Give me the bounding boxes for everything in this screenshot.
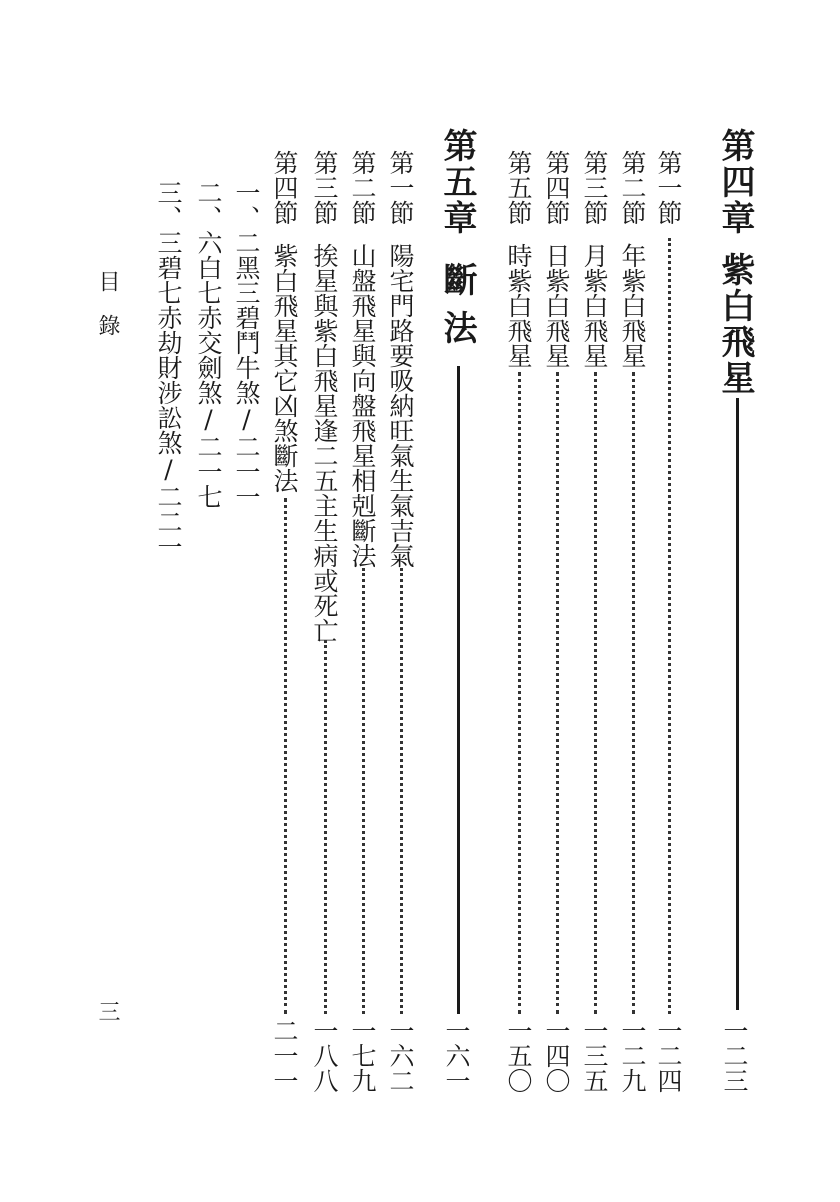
ch5-sec2-page: 一七九 [348,1018,377,1093]
ch5-sec3-label: 第三節 [310,150,339,225]
ch5-subitem-1: 一、二黑三碧鬥牛煞/二一一 [232,180,261,509]
chapter5-label: 第五章 [437,128,477,236]
chapter4-title: 紫白飛星 [715,252,755,396]
ch4-sec3-label: 第三節 [580,150,609,225]
ch5-sec1-leader [400,568,403,1014]
ch4-sec3-title: 月紫白飛星 [580,243,609,368]
ch5-sec3-leader [324,640,327,1014]
ch5-sec4-page: 二一一 [270,1018,299,1093]
ch5-sec4-label: 第四節 [270,150,299,225]
ch5-sec3-title: 挨星與紫白飛星逢二五主生病或死亡 [310,243,339,643]
chapter5-page: 一六一 [442,1018,471,1093]
page-number: 三 [95,1000,120,1022]
ch5-subitem-2: 二、六白七赤交劍煞/二一七 [194,180,223,509]
ch5-sec2-label: 第二節 [348,150,377,225]
ch5-sec1-title: 陽宅門路要吸納旺氣生氣吉氣 [386,243,415,568]
ch4-sec2-page: 一二九 [618,1018,647,1093]
running-title: 目錄 [95,270,120,358]
chapter5-leader-rule [457,366,460,1014]
ch4-sec4-title: 日紫白飛星 [542,243,571,368]
ch5-sec4-leader [284,498,287,1014]
ch4-sec2-title: 年紫白飛星 [618,243,647,368]
ch5-sec4-title: 紫白飛星其它凶煞斷法 [270,243,299,493]
ch4-sec5-title: 時紫白飛星 [504,243,533,368]
ch4-sec2-leader [632,372,635,1014]
ch4-sec5-label: 第五節 [504,150,533,225]
ch5-sec1-label: 第一節 [386,150,415,225]
ch4-sec4-leader [556,372,559,1014]
ch5-sec3-page: 一八八 [310,1018,339,1093]
chapter4-leader-rule [736,398,739,1010]
ch4-sec1-page: 一二四 [654,1018,683,1093]
chapter4-label: 第四章 [715,128,755,236]
ch4-sec3-leader [594,372,597,1014]
ch4-sec5-leader [518,372,521,1014]
ch4-sec4-label: 第四節 [542,150,571,225]
ch5-sec2-title: 山盤飛星與向盤飛星相剋斷法 [348,243,377,568]
ch4-sec1-label: 第一節 [654,150,683,225]
ch4-sec3-page: 一三五 [580,1018,609,1093]
ch4-sec5-page: 一五〇 [504,1018,533,1093]
ch5-sec2-leader [362,568,365,1014]
ch4-sec1-leader [668,238,671,1014]
ch4-sec4-page: 一四〇 [542,1018,571,1093]
ch5-subitem-3: 三、三碧七赤劫財涉訟煞/二二一 [154,180,183,559]
chapter4-page: 一二三 [720,1018,749,1093]
ch5-sec1-page: 一六二 [386,1018,415,1093]
ch4-sec2-label: 第二節 [618,150,647,225]
chapter5-title: 斷法 [437,262,477,358]
